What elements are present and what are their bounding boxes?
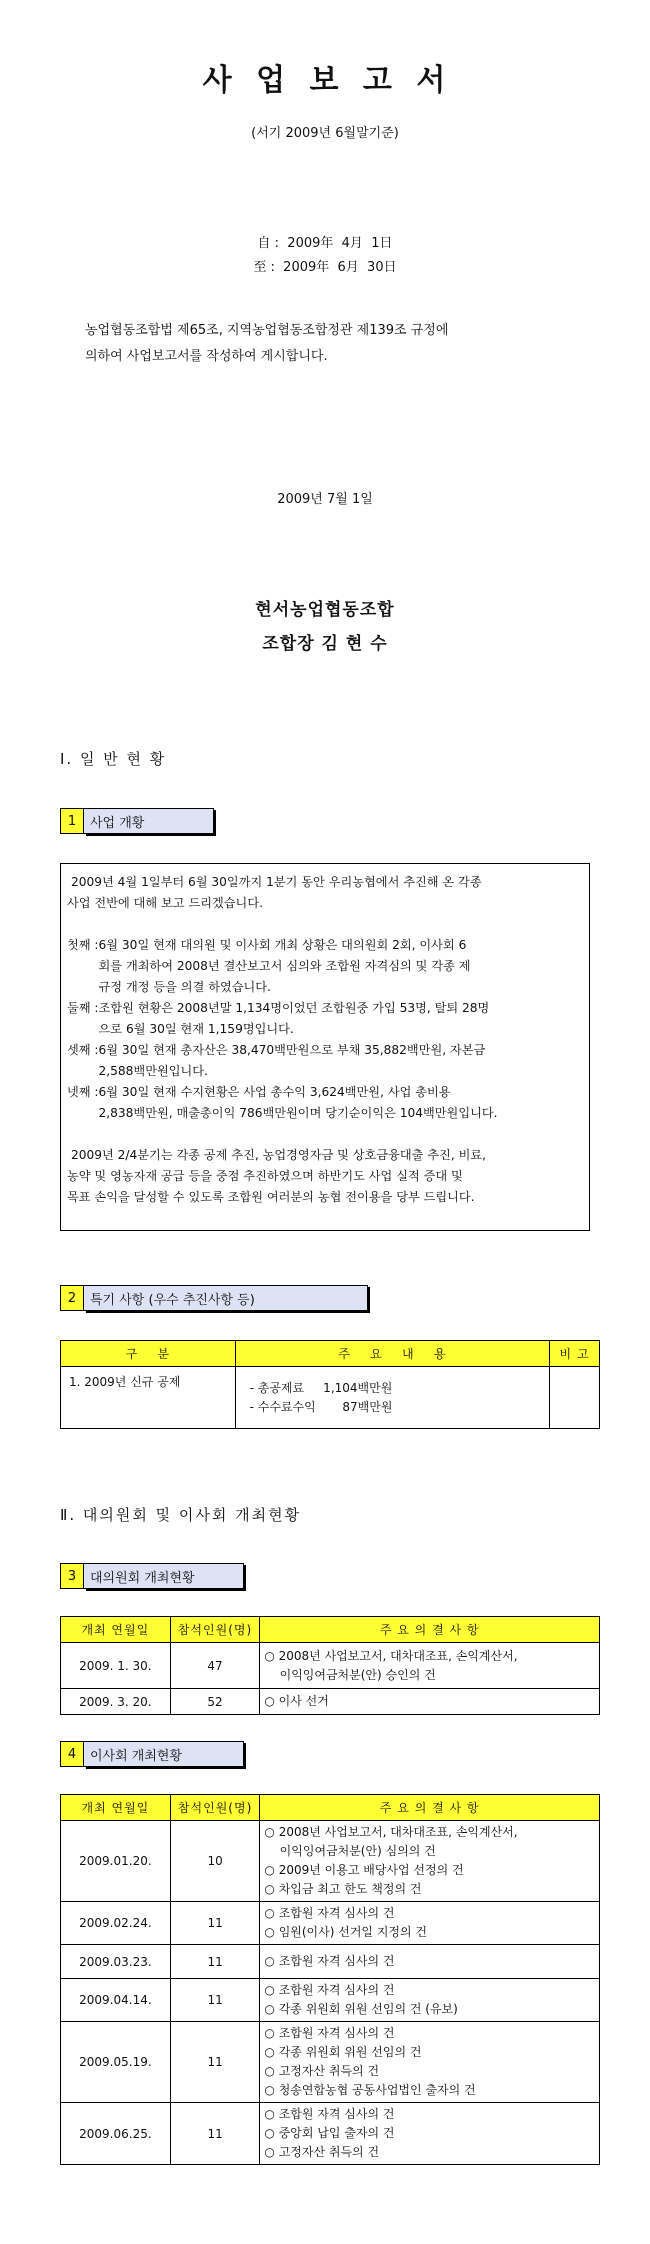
tag-board-meetings — [60, 1741, 244, 1767]
table-row — [61, 1643, 600, 1689]
document-subtitle: (서기 2009년 6월말기준) — [251, 126, 399, 141]
header-items: 주 요 의 결 사 항 — [260, 1617, 600, 1643]
period-from: 自 : 2009年 4月 1日 — [257, 236, 393, 251]
overview-item-second: 둘째 : 조합원 현황은 2008년말 1,134명이었던 조합원중 가입 53명, 탈퇴 28명 으로 6월 30일 현재 1,159명입니다. — [67, 1001, 490, 1036]
row-date: 2009.05.19. — [61, 2022, 171, 2103]
table-row — [61, 1979, 600, 2022]
tag-business-overview — [60, 808, 214, 834]
header-content: 주 요 내 용 — [235, 1341, 550, 1367]
row-count: 47 — [170, 1643, 260, 1689]
tag-number: 3 — [60, 1563, 84, 1589]
intro-line: 의하여 사업보고서를 작성하여 게시합니다. — [85, 349, 328, 364]
table-row — [61, 2103, 600, 2165]
row-items: ○ 조합원 자격 심사의 건 ○ 각종 위원회 위원 선임의 건 (유보) — [260, 1979, 600, 2022]
row-count: 52 — [170, 1689, 260, 1715]
delegates-table — [60, 1616, 600, 1715]
board-table — [60, 1794, 600, 2165]
header-count: 참석인원(명) — [170, 1617, 260, 1643]
row-count: 11 — [170, 1945, 260, 1979]
header-items: 주 요 의 결 사 항 — [260, 1795, 600, 1821]
overview-item-first: 첫째 : 6월 30일 현재 대의원 및 이사회 개최 상황은 대의원회 2회, 이사회 6 회를 개최하여 2008년 결산보고서 심의와 조합원 자격심의 및 각종 제 규정 개정 등을 의결 하였습니다. — [67, 938, 471, 994]
row-date: 2009.04.14. — [61, 1979, 171, 2022]
row-items: ○ 조합원 자격 심사의 건 ○ 각종 위원회 위원 선임의 건 ○ 고정자산 취득의 건 ○ 청송연합농협 공동사업법인 출자의 건 — [260, 2022, 600, 2103]
table-header-row — [61, 1617, 600, 1643]
intro-line: 농업협동조합법 제65조, 지역농업협동조합정관 제139조 규정에 — [85, 323, 449, 338]
tag-number: 2 — [60, 1285, 84, 1311]
row-items: ○ 조합원 자격 심사의 건 ○ 임원(이사) 선거일 지정의 건 — [260, 1902, 600, 1945]
header-date: 개최 연월일 — [61, 1795, 171, 1821]
section-2-title: Ⅱ. 대의원회 및 이사회 개최현황 — [60, 1506, 302, 1524]
row-items: ○ 2008년 사업보고서, 대차대조표, 손익계산서, 이익잉여금처분(안) 심의의 건 ○ 2009년 이용고 배당사업 선정의 건 ○ 차입금 최고 한도 책정의 건 — [260, 1821, 600, 1902]
row-category: 1. 2009년 신규 공제 — [61, 1367, 236, 1429]
period-to: 至 : 2009年 6月 30日 — [253, 260, 397, 275]
row-content: - 총공제료 1,104백만원 - 수수료수익 87백만원 — [235, 1367, 550, 1429]
row-count: 10 — [170, 1821, 260, 1902]
overview-closing-line: 목표 손익을 달성할 수 있도록 조합원 여러분의 농협 전이용을 당부 드립니다. — [67, 1190, 475, 1204]
overview-closing-line: 2009년 2/4분기는 각종 공제 추진, 농업경영자금 및 상호금융대출 추진, 비료, — [71, 1148, 486, 1162]
table-row — [61, 1367, 600, 1429]
overview-item-fourth: 넷째 : 6월 30일 현재 수지현황은 사업 총수익 3,624백만원, 사업 총비용 2,838백만원, 매출총이익 786백만원이며 당기순이익은 104백만원입니다. — [67, 1085, 498, 1120]
table-header-row — [61, 1341, 600, 1367]
tag-label: 사업 개황 — [84, 808, 214, 834]
row-date: 2009. 3. 20. — [61, 1689, 171, 1715]
organization-block — [0, 593, 650, 661]
overview-box — [60, 863, 590, 1231]
row-date: 2009. 1. 30. — [61, 1643, 171, 1689]
header-note: 비 고 — [550, 1341, 600, 1367]
table-row — [61, 1902, 600, 1945]
table-header-row — [61, 1795, 600, 1821]
overview-closing-line: 농약 및 영농자재 공급 등을 중점 추진하였으며 하반기도 사업 실적 증대 및 — [67, 1169, 463, 1183]
table-row — [61, 1821, 600, 1902]
overview-lead-line: 사업 전반에 대해 보고 드리겠습니다. — [67, 896, 263, 910]
row-items: ○ 2008년 사업보고서, 대차대조표, 손익계산서, 이익잉여금처분(안) 승인의 건 — [260, 1643, 600, 1689]
reporting-period — [0, 232, 650, 280]
table-row — [61, 2022, 600, 2103]
overview-lead-line: 2009년 4월 1일부터 6월 30일까지 1분기 동안 우리농협에서 추진해 온 각종 — [71, 875, 482, 889]
intro-paragraph — [85, 318, 585, 370]
tag-number: 4 — [60, 1741, 84, 1767]
president-name: 조합장 김 현 수 — [262, 634, 388, 654]
row-count: 11 — [170, 2103, 260, 2165]
tag-label: 대의원회 개최현황 — [84, 1563, 244, 1589]
tag-label: 특기 사항 (우수 추진사항 등) — [84, 1285, 368, 1311]
table-row — [61, 1689, 600, 1715]
organization-name: 현서농업협동조합 — [255, 600, 395, 620]
header-count: 참석인원(명) — [170, 1795, 260, 1821]
row-date: 2009.02.24. — [61, 1902, 171, 1945]
table-row — [61, 1945, 600, 1979]
row-date: 2009.01.20. — [61, 1821, 171, 1902]
row-date: 2009.03.23. — [61, 1945, 171, 1979]
tag-label: 이사회 개최현황 — [84, 1741, 244, 1767]
tag-number: 1 — [60, 808, 84, 834]
row-count: 11 — [170, 1979, 260, 2022]
row-date: 2009.06.25. — [61, 2103, 171, 2165]
document-title: 사 업 보 고 서 — [202, 63, 448, 98]
tag-special-notes — [60, 1285, 368, 1311]
row-items: ○ 조합원 자격 심사의 건 — [260, 1945, 600, 1979]
section-1-title: Ⅰ. 일 반 현 황 — [60, 750, 167, 768]
overview-item-third: 셋째 : 6월 30일 현재 총자산은 38,470백만원으로 부채 35,882백만원, 자본금 2,588백만원입니다. — [67, 1043, 486, 1078]
row-items: ○ 이사 선거 — [260, 1689, 600, 1715]
row-count: 11 — [170, 2022, 260, 2103]
header-date: 개최 연월일 — [61, 1617, 171, 1643]
row-count: 11 — [170, 1902, 260, 1945]
tag-delegates-meetings — [60, 1563, 244, 1589]
report-date: 2009년 7월 1일 — [277, 492, 373, 507]
row-items: ○ 조합원 자격 심사의 건 ○ 중앙회 납입 출자의 건 ○ 고정자산 취득의 건 — [260, 2103, 600, 2165]
header-category: 구 분 — [61, 1341, 236, 1367]
special-notes-table — [60, 1340, 600, 1429]
row-note — [550, 1367, 600, 1429]
